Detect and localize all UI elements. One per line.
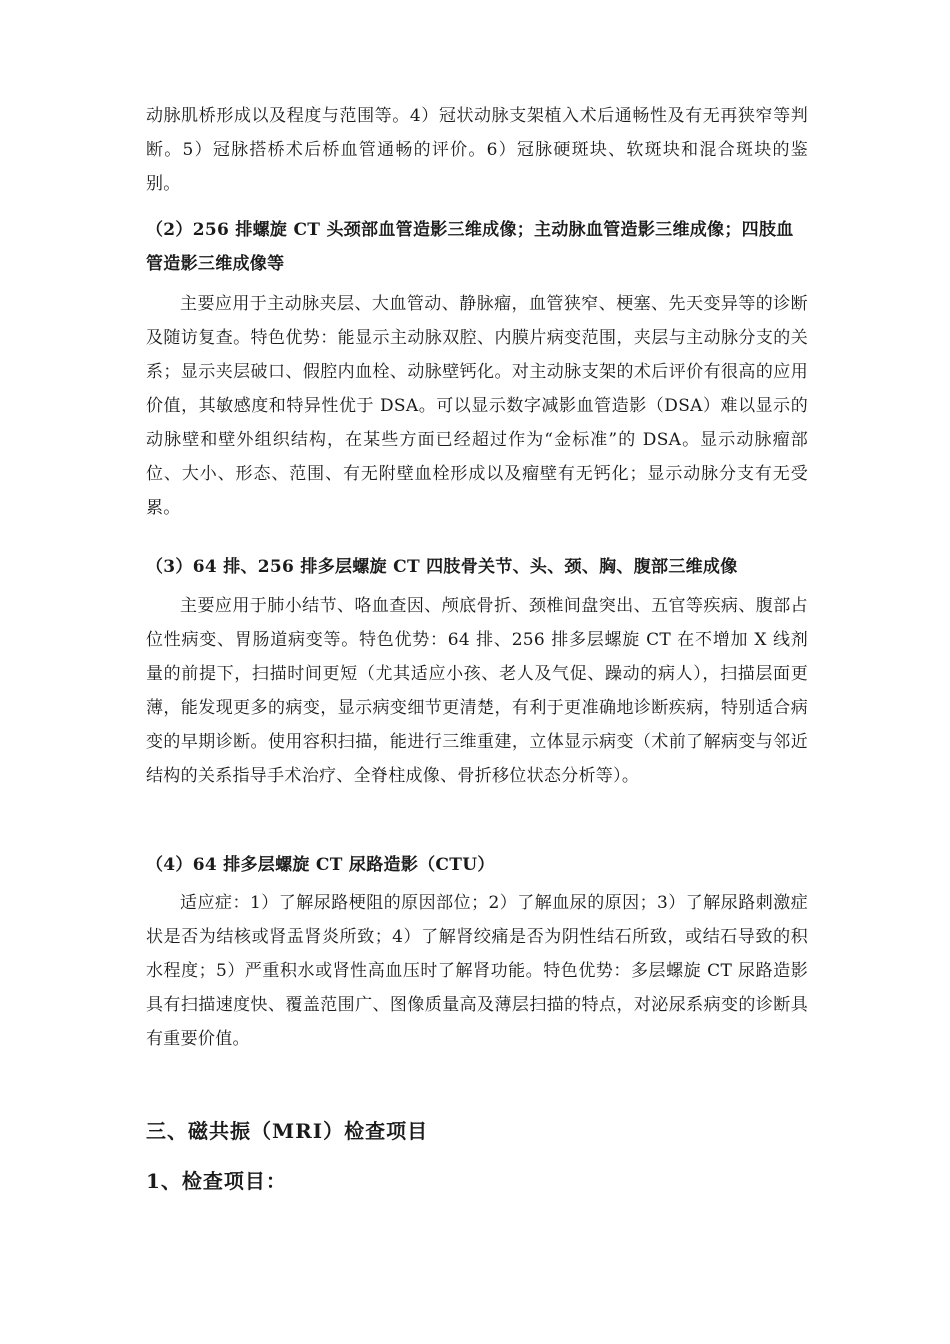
heading-ctu: （4）64 排多层螺旋 CT 尿路造影（CTU） <box>146 855 495 875</box>
paragraph-3d-imaging: 主要应用于肺小结节、咯血查因、颅底骨折、颈椎间盘突出、五官等疾病、腹部占位性病变、胃肠道病变等。特色优势：64 排、256 排多层螺旋 CT 在不增加 X 线剂量的前提下，扫描时间更短（尤其适应小孩、老人及气促、躁动的病人），扫描层面更薄，能发现更多的病变，显示病变细节更清楚，有利于更准确地诊断疾病，特别适合病变的早期诊断。使用容积扫描，能进行三维重建，立体显示病变（术前了解病变与邻近结构的关系指导手术治疗、全脊柱成像、骨折移位状态分析等）。 <box>146 596 808 786</box>
section-title-mri: 三、磁共振（MRI）检查项目 <box>146 1119 429 1143</box>
heading-256-vascular-imaging: （2）256 排螺旋 CT 头颈部血管造影三维成像；主动脉血管造影三维成像；四肢血管造影三维成像等 <box>146 220 794 274</box>
paragraph-coronary-continuation: 动脉肌桥形成以及程度与范围等。4）冠状动脉支架植入术后通畅性及有无再狭窄等判断。5）冠脉搭桥术后桥血管通畅的评价。6）冠脉硬斑块、软斑块和混合斑块的鉴别。 <box>146 106 808 194</box>
heading-64-256-3d-imaging: （3）64 排、256 排多层螺旋 CT 四肢骨关节、头、颈、胸、腹部三维成像 <box>146 557 738 577</box>
section-subtitle-items: 1、检查项目： <box>146 1169 287 1193</box>
paragraph-vascular-imaging: 主要应用于主动脉夹层、大血管动、静脉瘤，血管狭窄、梗塞、先天变异等的诊断及随访复查。特色优势：能显示主动脉双腔、内膜片病变范围，夹层与主动脉分支的关系；显示夹层破口、假腔内血栓、动脉壁钙化。对主动脉支架的术后评价有很高的应用价值，其敏感度和特异性优于 DSA。可以显示数字减影血管造影（DSA）难以显示的动脉壁和壁外组织结构，在某些方面已经超过作为“金标准”的 DSA。显示动脉瘤部位、大小、形态、范围、有无附壁血栓形成以及瘤壁有无钙化；显示动脉分支有无受累。 <box>146 294 808 518</box>
paragraph-ctu: 适应症：1）了解尿路梗阻的原因部位；2）了解血尿的原因；3）了解尿路刺激症状是否为结核或肾盂肾炎所致；4）了解肾绞痛是否为阴性结石所致，或结石导致的积水程度；5）严重积水或肾性高血压时了解肾功能。特色优势：多层螺旋 CT 尿路造影具有扫描速度快、覆盖范围广、图像质量高及薄层扫描的特点，对泌尿系病变的诊断具有重要价值。 <box>146 893 808 1049</box>
